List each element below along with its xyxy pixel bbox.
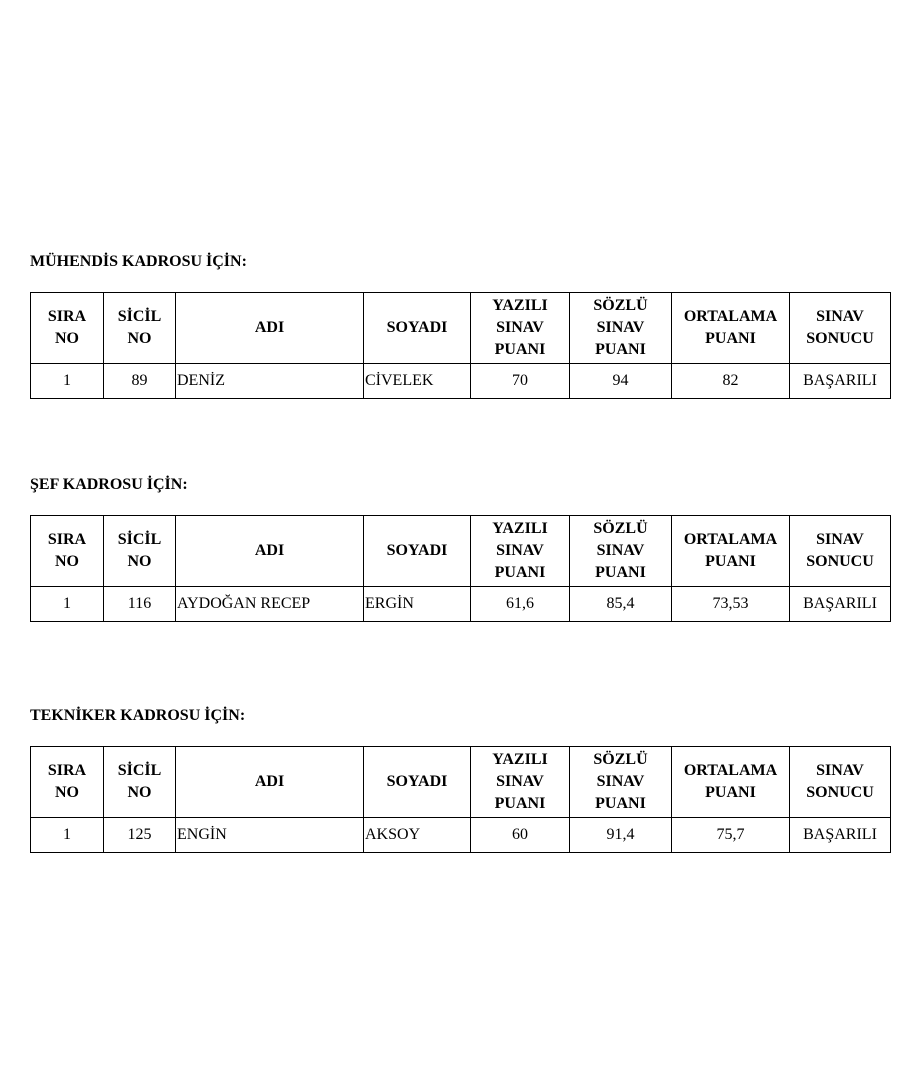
cell-sicil: 125 <box>104 818 176 853</box>
header-adi: ADI <box>176 516 364 587</box>
header-soyadi: SOYADI <box>364 516 471 587</box>
cell-sira: 1 <box>31 587 104 622</box>
cell-sonuc: BAŞARILI <box>790 587 891 622</box>
cell-sozlu: 94 <box>570 364 672 399</box>
cell-adi: DENİZ <box>176 364 364 399</box>
header-ortalama-puani: ORTALAMA PUANI <box>672 516 790 587</box>
cell-adi: ENGİN <box>176 818 364 853</box>
header-sicil-no: SİCİL NO <box>104 293 176 364</box>
header-sozlu-puani: SÖZLÜ SINAV PUANI <box>570 293 672 364</box>
header-adi: ADI <box>176 747 364 818</box>
header-sinav-sonucu: SINAV SONUCU <box>790 293 891 364</box>
header-sozlu-puani: SÖZLÜ SINAV PUANI <box>570 516 672 587</box>
table-row <box>31 818 891 853</box>
cell-yazili: 61,6 <box>471 587 570 622</box>
section-title: TEKNİKER KADROSU İÇİN: <box>30 707 246 724</box>
cell-soyadi: ERGİN <box>364 587 471 622</box>
cell-sozlu: 91,4 <box>570 818 672 853</box>
header-sira-no: SIRA NO <box>31 293 104 364</box>
cell-sicil: 116 <box>104 587 176 622</box>
header-ortalama-puani: ORTALAMA PUANI <box>672 747 790 818</box>
header-sicil-no: SİCİL NO <box>104 516 176 587</box>
header-soyadi: SOYADI <box>364 747 471 818</box>
header-ortalama-puani: ORTALAMA PUANI <box>672 293 790 364</box>
results-table <box>30 515 891 622</box>
header-adi: ADI <box>176 293 364 364</box>
header-sinav-sonucu: SINAV SONUCU <box>790 516 891 587</box>
cell-soyadi: AKSOY <box>364 818 471 853</box>
cell-yazili: 70 <box>471 364 570 399</box>
cell-yazili: 60 <box>471 818 570 853</box>
cell-ortalama: 82 <box>672 364 790 399</box>
cell-sonuc: BAŞARILI <box>790 818 891 853</box>
cell-sira: 1 <box>31 364 104 399</box>
header-sicil-no: SİCİL NO <box>104 747 176 818</box>
cell-sonuc: BAŞARILI <box>790 364 891 399</box>
header-yazili-puani: YAZILI SINAV PUANI <box>471 747 570 818</box>
section-sef <box>30 475 890 622</box>
cell-ortalama: 75,7 <box>672 818 790 853</box>
results-table <box>30 292 891 399</box>
header-sira-no: SIRA NO <box>31 516 104 587</box>
section-muhendis <box>30 252 890 399</box>
cell-sozlu: 85,4 <box>570 587 672 622</box>
section-title: ŞEF KADROSU İÇİN: <box>30 476 188 493</box>
header-sira-no: SIRA NO <box>31 747 104 818</box>
header-yazili-puani: YAZILI SINAV PUANI <box>471 293 570 364</box>
cell-sicil: 89 <box>104 364 176 399</box>
header-sinav-sonucu: SINAV SONUCU <box>790 747 891 818</box>
table-row <box>31 364 891 399</box>
section-title: MÜHENDİS KADROSU İÇİN: <box>30 253 247 270</box>
header-yazili-puani: YAZILI SINAV PUANI <box>471 516 570 587</box>
table-row <box>31 587 891 622</box>
results-table <box>30 746 891 853</box>
table-header-row <box>31 516 891 587</box>
cell-ortalama: 73,53 <box>672 587 790 622</box>
cell-adi: AYDOĞAN RECEP <box>176 587 364 622</box>
table-header-row <box>31 293 891 364</box>
table-header-row <box>31 747 891 818</box>
cell-sira: 1 <box>31 818 104 853</box>
header-sozlu-puani: SÖZLÜ SINAV PUANI <box>570 747 672 818</box>
section-tekniker <box>30 706 890 853</box>
cell-soyadi: CİVELEK <box>364 364 471 399</box>
header-soyadi: SOYADI <box>364 293 471 364</box>
